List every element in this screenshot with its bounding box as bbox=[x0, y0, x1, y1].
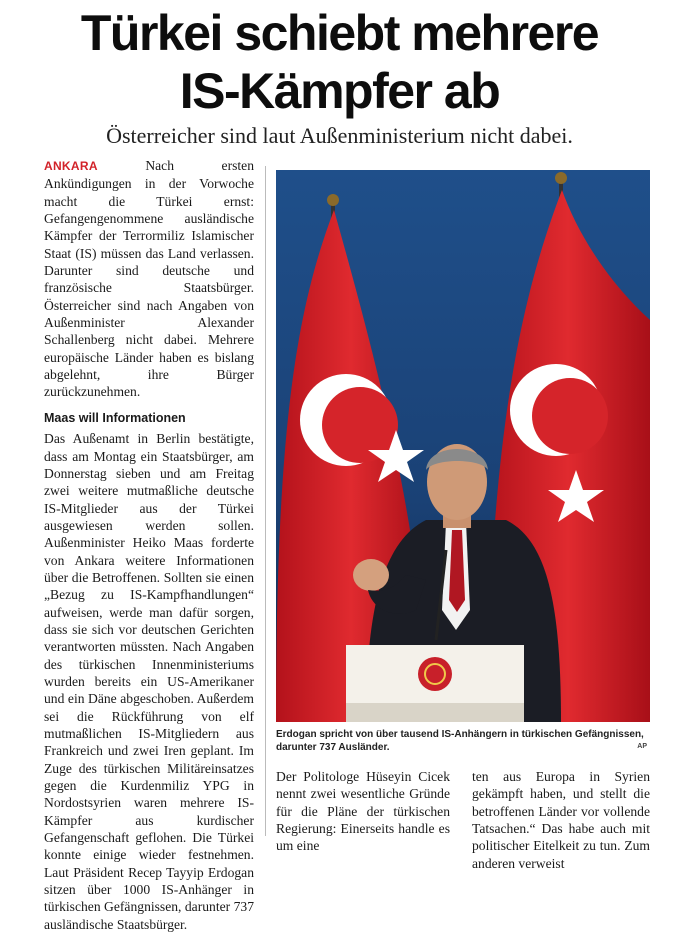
article-column-2 bbox=[276, 768, 450, 854]
intro-paragraph bbox=[44, 157, 254, 401]
column-divider bbox=[265, 166, 266, 836]
headline bbox=[0, 4, 679, 120]
body-paragraph-2: Der Politologe Hüseyin Cicek nennt zwei wesentliche Gründe für die Pläne der türkischen Regierung: Einerseits handle es um eine bbox=[276, 769, 450, 854]
article-column-1 bbox=[44, 157, 254, 932]
photo-credit: AP bbox=[637, 743, 647, 750]
erdogan-photo bbox=[276, 170, 650, 722]
subtitle: Österreicher sind laut Außenministerium nicht dabei. bbox=[106, 123, 573, 148]
body-paragraph-3: ten aus Europa in Syrien gekämpft haben, und stellt die betroffenen Länder vor vollende Tatsachen.“ Das habe auch mit politischer Eitelkeit zu tun. Zum anderen verweist bbox=[472, 769, 650, 871]
photo-caption: Erdogan spricht von über tausend IS-Anhängern in türkischen Gefängnissen, darunter 737 Ausländer. bbox=[276, 729, 644, 753]
headline-line-2: IS-Kämpfer ab bbox=[179, 63, 500, 119]
headline-line-1: Türkei schiebt mehrere bbox=[80, 5, 599, 61]
article-column-3 bbox=[472, 768, 650, 871]
body-paragraph-1: Das Außenamt in Berlin bestätigte, dass am Montag ein Staatsbürger, am Donnerstag sieben und am Freitag zwei weitere mutmaßliche deutsche IS-Mitglieder aus der Türkei ausgewiesen werden sollen. Außenminister Heiko Maas forderte von Ankara weitere Informationen über die Betroffenen. Sollten sie einen „Bezug zu IS-Kampfhandlungen“ aufweisen, werde man dafür sorgen, dass sie sich vor deutschen Gerichten verantworten müssten. Nach Angaben des türkischen Innenministeriums wurden bereits ein US-Amerikaner und ein Däne abgeschoben. Außerdem sei die Rückführung von elf mutmaßlichen IS-Mitgliedern aus Frankreich und zwei Iren geplant. Im Zuge des türkischen Militäreinsatzes gegen die Kurdenmiliz YPG in Nordostsyrien waren mehrere IS-Kämpfer aus kurdischer Gefangenschaft geflohen. Die Türkei konnte einige wieder festnehmen. Laut Präsident Recep Tayyip Erdogan sitzen über 1000 IS-Anhänger in türkischen Gefängnissen, darunter 737 ausländische Staatsbürger. bbox=[44, 431, 254, 932]
intro-text: Nach ersten Ankündigungen in der Vorwoche macht die Türkei ernst: Gefangengenommene ausländische Kämpfer der Terrormiliz Islamischer Staat (IS) müssen das Land verlassen. Darunter sind deutsche und französische Staatsbürger. Österreicher sind nach Angaben von Außenminister Alexander Schallenberg nicht dabei. Mehrere europäische Länder haben es bislang abgelehnt, ihre Bürger zurückzunehmen. bbox=[44, 158, 254, 400]
dateline: ANKARA bbox=[44, 159, 98, 173]
subheading: Maas will Informationen bbox=[44, 410, 186, 425]
